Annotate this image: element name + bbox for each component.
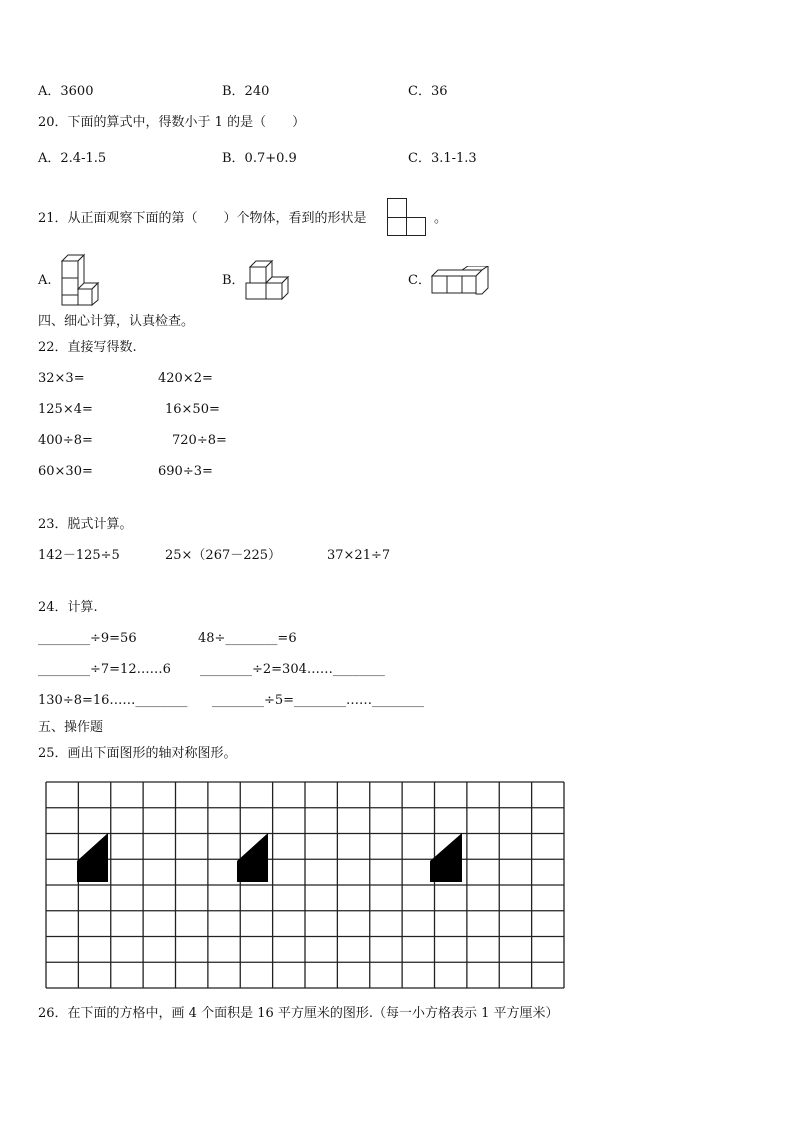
q22-title: 22．直接写得数. xyxy=(38,340,137,355)
shaded-trapezoid-shape xyxy=(237,833,268,882)
q23-item: 25×（267－225） xyxy=(165,548,282,563)
q22-item: 400÷8= xyxy=(38,433,93,448)
q24-blank-equation: 48÷________=6 xyxy=(198,631,297,646)
q26-title: 26．在下面的方格中，画 4 个面积是 16 平方厘米的图形.（每一小方格表示 1 平方厘米） xyxy=(38,1006,559,1021)
cube-stack-c-icon xyxy=(430,266,492,296)
q23-item: 142－125÷5 xyxy=(38,548,120,563)
q19-option-b: B．240 xyxy=(222,84,270,99)
q24-blank-equation: ________÷7=12……6 xyxy=(38,662,171,677)
q21-option-b: B． xyxy=(222,273,245,288)
q20-option-c: C．3.1-1.3 xyxy=(408,151,477,166)
q24-blank-equation: 130÷8=16……________ xyxy=(38,693,188,708)
q24-blank-equation: ________÷5=________……________ xyxy=(212,693,425,708)
q20-title: 20．下面的算式中，得数小于 1 的是（ ） xyxy=(38,115,306,130)
q23-title: 23．脱式计算。 xyxy=(38,517,133,532)
front-view-shape-icon xyxy=(386,197,428,237)
q21-title-end: 。 xyxy=(434,211,448,226)
cube-stack-a-icon xyxy=(60,253,100,307)
q22-item: 720÷8= xyxy=(172,433,227,448)
q20-option-a: A．2.4-1.5 xyxy=(38,151,107,166)
symmetry-grid xyxy=(45,781,565,989)
q22-item: 16×50= xyxy=(165,402,220,417)
cube-stack-b-icon xyxy=(244,259,292,303)
q22-item: 32×3= xyxy=(38,371,85,386)
q19-option-a: A．3600 xyxy=(38,84,94,99)
shaded-trapezoid-shape xyxy=(77,833,108,882)
q21-option-c: C． xyxy=(408,273,431,288)
section-4-heading: 四、细心计算，认真检查。 xyxy=(38,314,195,329)
q24-title: 24．计算. xyxy=(38,600,98,615)
q19-option-c: C．36 xyxy=(408,84,448,99)
q21-option-a: A. xyxy=(38,273,52,288)
q21-title: 21．从正面观察下面的第（ ）个物体，看到的形状是 xyxy=(38,211,367,226)
q20-option-b: B．0.7+0.9 xyxy=(222,151,297,166)
q22-item: 420×2= xyxy=(158,371,213,386)
q22-item: 690÷3= xyxy=(158,464,213,479)
section-5-heading: 五、操作题 xyxy=(38,720,104,735)
q24-blank-equation: ________÷2=304……________ xyxy=(200,662,385,677)
q22-item: 60×30= xyxy=(38,464,93,479)
q23-item: 37×21÷7 xyxy=(327,548,391,563)
q22-item: 125×4= xyxy=(38,402,93,417)
q24-blank-equation: ________÷9=56 xyxy=(38,631,137,646)
q25-title: 25．画出下面图形的轴对称图形。 xyxy=(38,746,237,761)
